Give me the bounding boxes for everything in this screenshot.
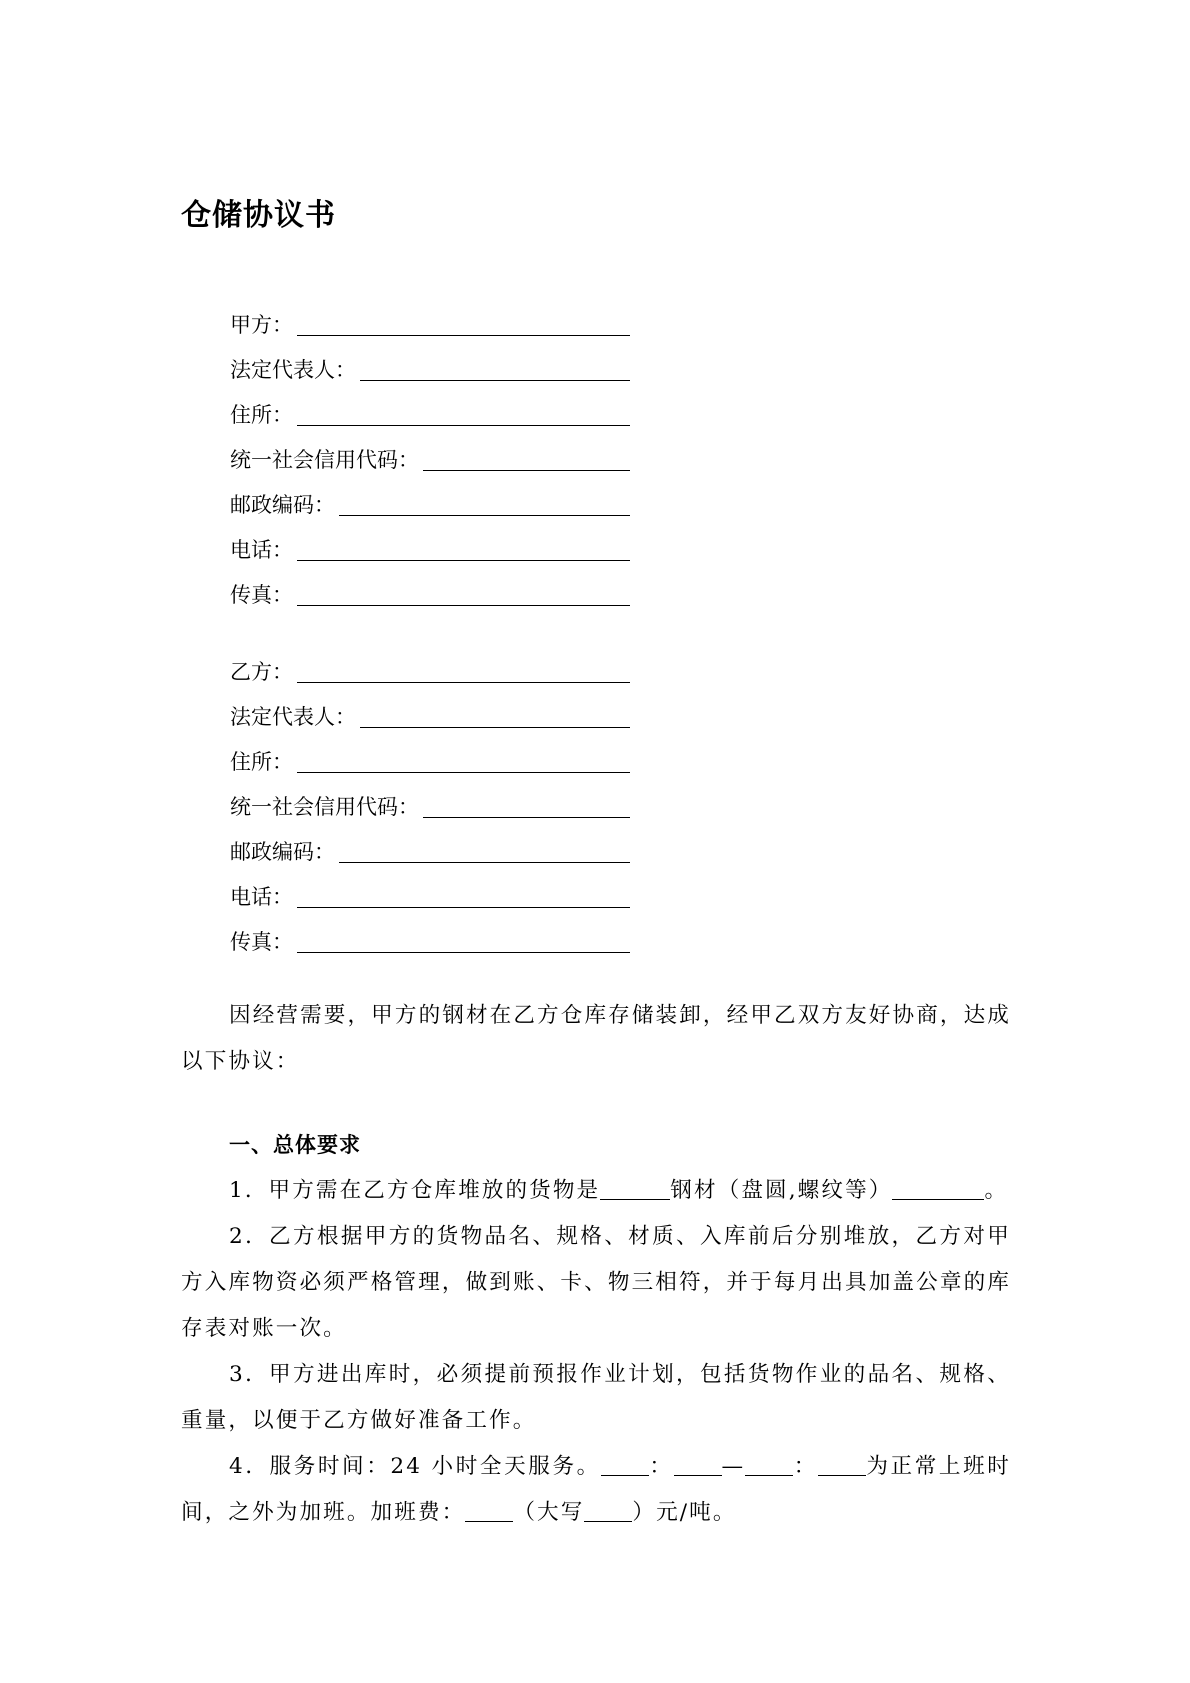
dash: —	[721, 1454, 746, 1479]
party-b-address-blank[interactable]	[297, 772, 630, 773]
document-title: 仓储协议书	[181, 198, 336, 233]
clause-1-prefix: 1．甲方需在乙方仓库堆放的货物是	[229, 1178, 601, 1203]
clause-4	[181, 1444, 1011, 1536]
party-b-credit-code-field	[230, 784, 630, 829]
party-b-credit-code-blank[interactable]	[423, 817, 630, 818]
party-b-address-field	[230, 739, 630, 784]
section-general-requirements	[181, 1122, 1011, 1536]
colon: ：	[793, 1454, 818, 1479]
colon: ：	[648, 1454, 674, 1479]
field-label: 邮政编码：	[230, 493, 335, 517]
party-a-name-blank[interactable]	[297, 335, 630, 336]
party-a-phone-blank[interactable]	[297, 560, 630, 561]
clause-1-suffix: 。	[984, 1178, 1009, 1203]
party-a-postcode-field	[230, 482, 630, 527]
party-b-postcode-field	[230, 829, 630, 874]
clause-4-normal-text: 为正常上班时间，之外为加班。加班费：	[181, 1454, 1011, 1525]
section-heading: 一、总体要求	[229, 1133, 361, 1157]
party-b-phone-blank[interactable]	[297, 907, 630, 908]
party-a-credit-code-blank[interactable]	[423, 470, 630, 471]
party-a-name-field	[230, 302, 630, 347]
clause-1	[181, 1168, 1011, 1214]
field-label: 传真：	[230, 930, 293, 954]
end-hour-blank[interactable]	[745, 1453, 793, 1476]
party-a-info	[230, 302, 630, 617]
party-a-address-field	[230, 392, 630, 437]
overtime-fee-upper-blank[interactable]	[584, 1499, 632, 1522]
party-a-fax-field	[230, 572, 630, 617]
party-a-fax-blank[interactable]	[297, 605, 630, 606]
goods-type-blank[interactable]	[600, 1177, 670, 1200]
field-label: 甲方：	[230, 313, 293, 337]
party-b-fax-blank[interactable]	[297, 952, 630, 953]
party-a-legal-rep-blank[interactable]	[360, 380, 630, 381]
upper-close: ）元/吨。	[632, 1500, 737, 1525]
party-b-legal-rep-field	[230, 694, 630, 739]
goods-detail-blank[interactable]	[892, 1177, 984, 1200]
field-label: 电话：	[230, 885, 293, 909]
field-label: 统一社会信用代码：	[230, 795, 419, 819]
clause-3: 3．甲方进出库时，必须提前预报作业计划，包括货物作业的品名、规格、重量，以便于乙方做好准备工作。	[181, 1362, 1011, 1433]
clause-2: 2．乙方根据甲方的货物品名、规格、材质、入库前后分别堆放，乙方对甲方入库物资必须严格管理，做到账、卡、物三相符，并于每月出具加盖公章的库存表对账一次。	[181, 1224, 1011, 1341]
field-label: 乙方：	[230, 660, 293, 684]
start-hour-blank[interactable]	[601, 1453, 649, 1476]
end-minute-blank[interactable]	[818, 1453, 866, 1476]
party-b-phone-field	[230, 874, 630, 919]
party-a-credit-code-field	[230, 437, 630, 482]
party-a-address-blank[interactable]	[297, 425, 630, 426]
start-minute-blank[interactable]	[674, 1453, 722, 1476]
intro-paragraph: 因经营需要，甲方的钢材在乙方仓库存储装卸，经甲乙双方友好协商，达成以下协议：	[181, 1003, 1011, 1074]
party-b-legal-rep-blank[interactable]	[360, 727, 630, 728]
field-label: 统一社会信用代码：	[230, 448, 419, 472]
party-a-phone-field	[230, 527, 630, 572]
party-b-name-blank[interactable]	[297, 682, 630, 683]
field-label: 邮政编码：	[230, 840, 335, 864]
field-label: 电话：	[230, 538, 293, 562]
party-b-name-field	[230, 649, 630, 694]
party-b-info	[230, 649, 630, 964]
field-label: 住所：	[230, 403, 293, 427]
clause-1-middle: 钢材（盘圆,螺纹等）	[670, 1178, 893, 1203]
party-b-postcode-blank[interactable]	[339, 862, 630, 863]
overtime-fee-blank[interactable]	[465, 1499, 513, 1522]
party-a-legal-rep-field	[230, 347, 630, 392]
party-b-fax-field	[230, 919, 630, 964]
field-label: 法定代表人：	[230, 358, 356, 382]
party-a-postcode-blank[interactable]	[339, 515, 630, 516]
field-label: 住所：	[230, 750, 293, 774]
field-label: 法定代表人：	[230, 705, 356, 729]
intro-section	[181, 993, 1011, 1085]
clause-4-prefix: 4．服务时间：24 小时全天服务。	[229, 1454, 601, 1479]
field-label: 传真：	[230, 583, 293, 607]
upper-open: （大写	[513, 1500, 585, 1525]
